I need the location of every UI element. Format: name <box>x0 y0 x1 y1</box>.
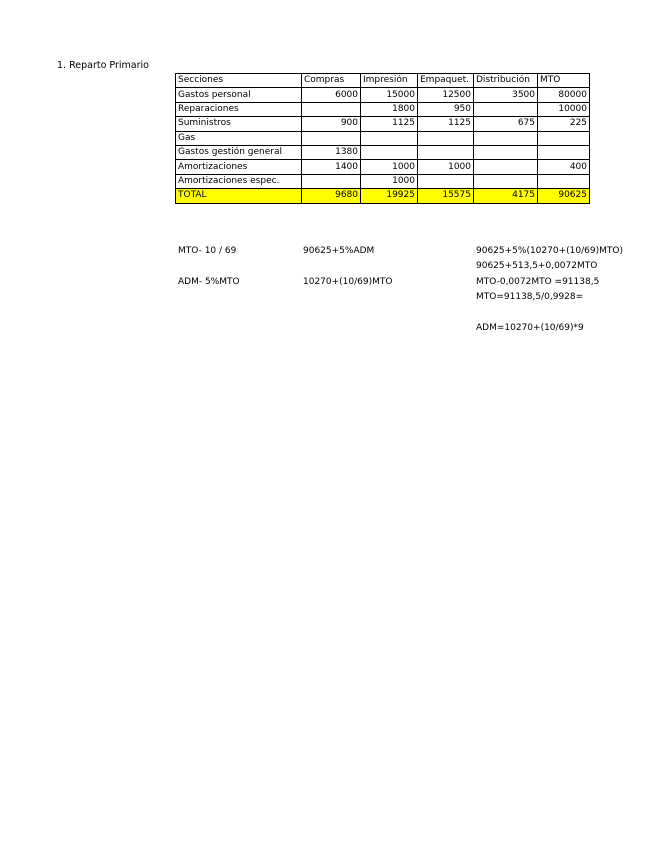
value-cell: 1125 <box>361 117 418 131</box>
row-label-cell: Secciones <box>176 74 302 88</box>
value-cell <box>538 131 590 145</box>
calc-line: MTO-0,0072MTO =91138,5 <box>476 277 600 287</box>
row-label-cell: TOTAL <box>176 189 302 203</box>
row-label-cell: Gas <box>176 131 302 145</box>
value-cell: 15000 <box>361 88 418 102</box>
adm-equation: 10270+(10/69)MTO <box>303 277 393 287</box>
value-cell: 15575 <box>418 189 474 203</box>
calc-line: MTO=91138,5/0,9928= <box>476 292 584 302</box>
value-cell <box>474 174 538 188</box>
table-row <box>176 88 590 102</box>
adm-relation: ADM- 5%MTO <box>178 277 240 287</box>
value-cell <box>302 102 361 116</box>
value-cell <box>361 145 418 159</box>
value-cell <box>418 174 474 188</box>
calc-line: 90625+513,5+0,0072MTO <box>476 261 598 271</box>
value-cell <box>302 131 361 145</box>
value-cell: 900 <box>302 117 361 131</box>
value-cell: Distribución <box>474 74 538 88</box>
table-row <box>176 117 590 131</box>
section-title: 1. Reparto Primario <box>57 60 149 71</box>
mto-equation: 90625+5%ADM <box>303 246 375 256</box>
value-cell: 1125 <box>418 117 474 131</box>
mto-relation: MTO- 10 / 69 <box>178 246 237 256</box>
value-cell <box>474 102 538 116</box>
calc-line: 90625+5%(10270+(10/69)MTO) <box>476 246 623 256</box>
value-cell <box>474 131 538 145</box>
row-label-cell: Amortizaciones espec. <box>176 174 302 188</box>
value-cell <box>538 174 590 188</box>
value-cell <box>361 131 418 145</box>
value-cell: 225 <box>538 117 590 131</box>
value-cell <box>538 145 590 159</box>
value-cell: 9680 <box>302 189 361 203</box>
value-cell: Compras <box>302 74 361 88</box>
total-row <box>176 189 590 203</box>
value-cell: 1000 <box>418 160 474 174</box>
table-row <box>176 174 590 188</box>
value-cell: 950 <box>418 102 474 116</box>
value-cell: 3500 <box>474 88 538 102</box>
value-cell: 90625 <box>538 189 590 203</box>
cost-distribution-table <box>175 73 590 204</box>
table-row <box>176 160 590 174</box>
header-row <box>176 74 590 88</box>
value-cell: 80000 <box>538 88 590 102</box>
row-label-cell: Gastos personal <box>176 88 302 102</box>
value-cell: Empaquet. <box>418 74 474 88</box>
value-cell <box>418 131 474 145</box>
value-cell: 10000 <box>538 102 590 116</box>
value-cell: 12500 <box>418 88 474 102</box>
row-label-cell: Gastos gestión general <box>176 145 302 159</box>
value-cell <box>474 160 538 174</box>
value-cell: Impresión <box>361 74 418 88</box>
value-cell: 1000 <box>361 174 418 188</box>
value-cell: 400 <box>538 160 590 174</box>
table-row <box>176 145 590 159</box>
value-cell: 675 <box>474 117 538 131</box>
value-cell: 19925 <box>361 189 418 203</box>
value-cell <box>302 174 361 188</box>
value-cell: MTO <box>538 74 590 88</box>
row-label-cell: Suministros <box>176 117 302 131</box>
value-cell: 1800 <box>361 102 418 116</box>
value-cell: 6000 <box>302 88 361 102</box>
table-row <box>176 102 590 116</box>
calc-line: ADM=10270+(10/69)*9 <box>476 323 584 333</box>
value-cell: 1400 <box>302 160 361 174</box>
value-cell <box>418 145 474 159</box>
value-cell: 1000 <box>361 160 418 174</box>
value-cell: 1380 <box>302 145 361 159</box>
value-cell: 4175 <box>474 189 538 203</box>
row-label-cell: Amortizaciones <box>176 160 302 174</box>
table-row <box>176 131 590 145</box>
value-cell <box>474 145 538 159</box>
row-label-cell: Reparaciones <box>176 102 302 116</box>
